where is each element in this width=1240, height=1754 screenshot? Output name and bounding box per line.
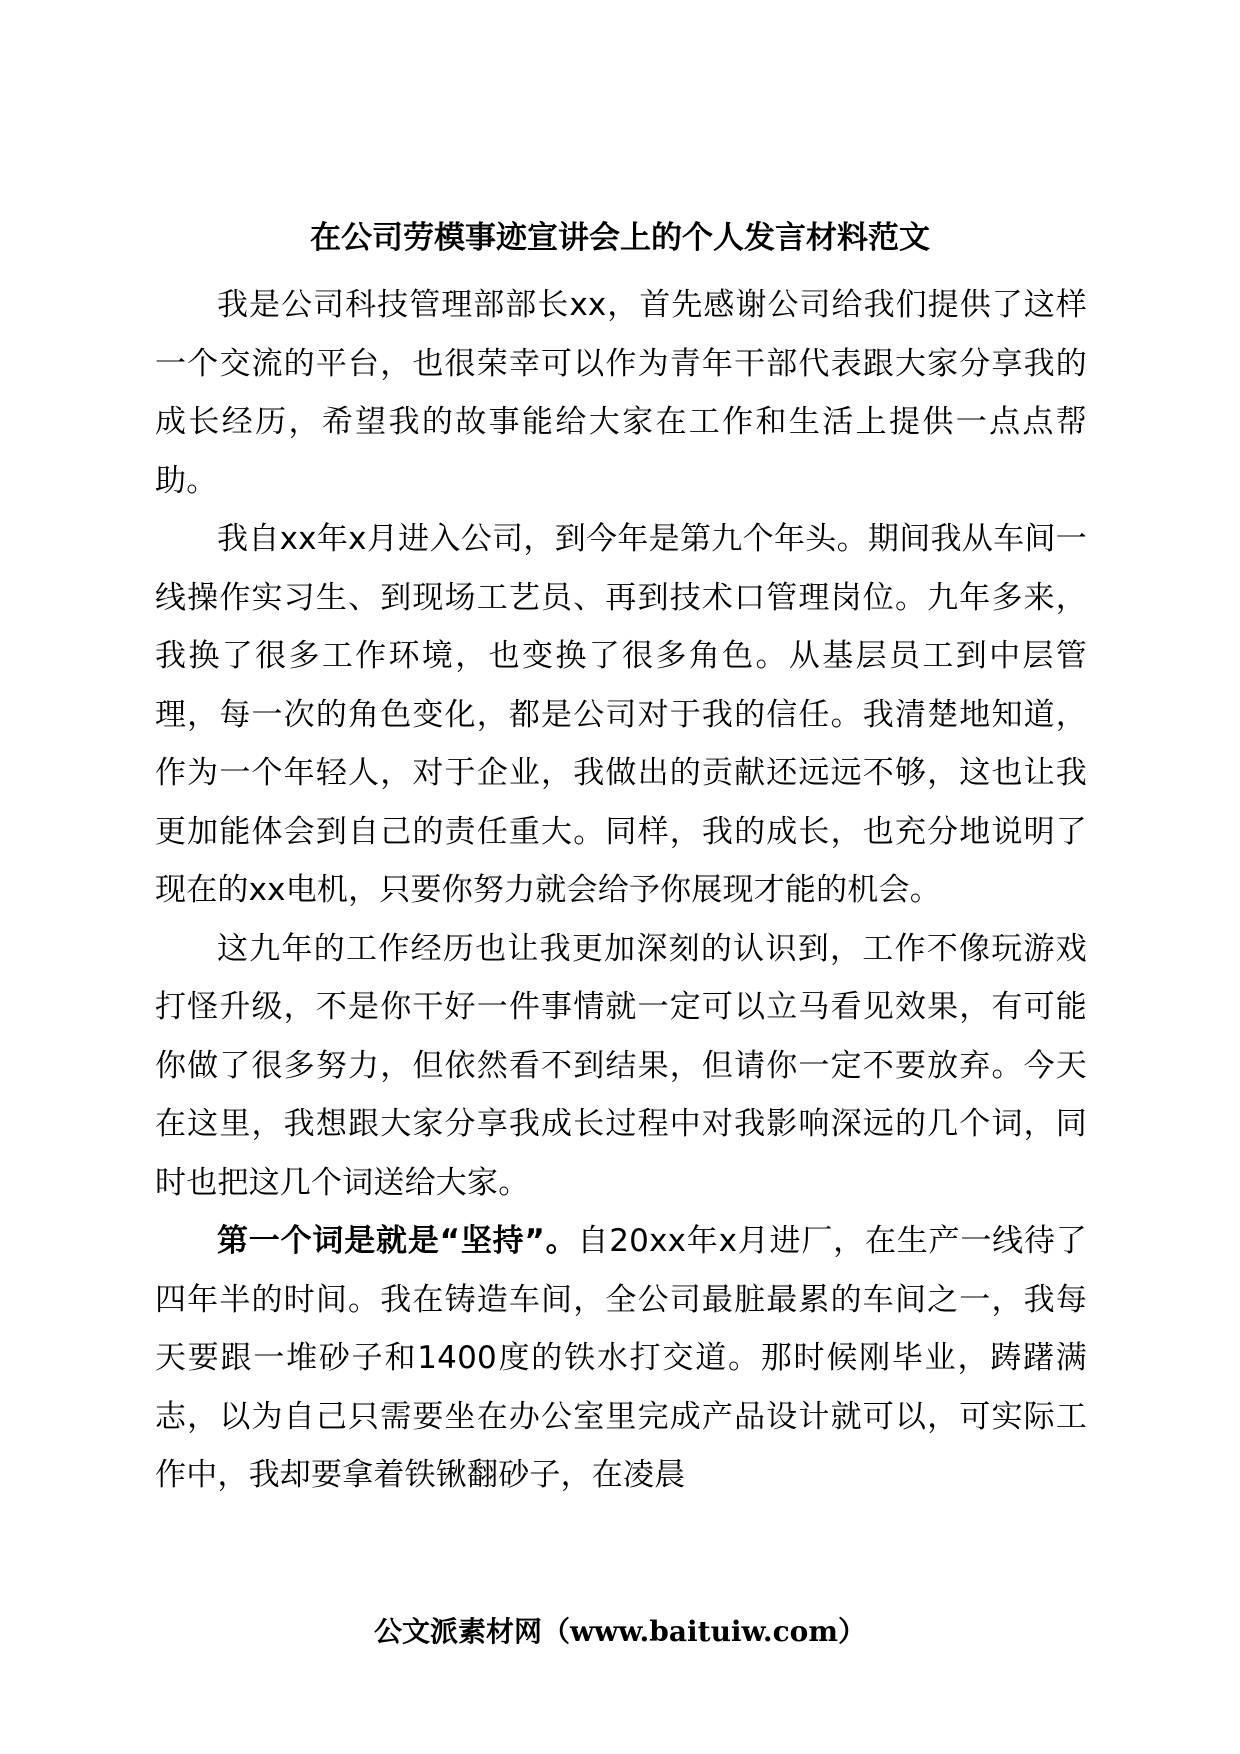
paragraph-persistence [155,1212,1087,1505]
paragraph-text: 自20xx年x月进厂，在生产一线待了四年半的时间。我在铸造车间，全公司最脏最累的车间之一，我每天要跟一堆砂子和1400度的铁水打交道。那时候刚毕业，踌躇满志，以为自己只需要坐在办公室里完成产品设计就可以，可实际工作中，我却要拿着铁锹翻砂子，在凌晨 [155,1223,1087,1493]
paragraph-career [155,510,1087,920]
paragraph-intro [155,276,1087,510]
paragraph-lead-bold: 第一个词是就是“坚持”。 [217,1223,578,1259]
footer-watermark: 公文派素材网（www.baituiw.com） [374,1615,866,1648]
paragraph-text: 我自xx年x月进入公司，到今年是第九个年头。期间我从车间一线操作实习生、到现场工艺员、再到技术口管理岗位。九年多来，我换了很多工作环境，也变换了很多角色。从基层员工到中层管理，每一次的角色变化，都是公司对于我的信任。我清楚地知道，作为一个年轻人，对于企业，我做出的贡献还远远不够，这也让我更加能体会到自己的责任重大。同样，我的成长，也充分地说明了现在的xx电机，只要你努力就会给予你展现才能的机会。 [155,521,1087,908]
document-body [155,276,1087,1505]
document-title: 在公司劳模事迹宣讲会上的个人发言材料范文 [310,220,930,256]
paragraph-text: 我是公司科技管理部部长xx，首先感谢公司给我们提供了这样一个交流的平台，也很荣幸可以作为青年干部代表跟大家分享我的成长经历，希望我的故事能给大家在工作和生活上提供一点点帮助。 [155,287,1087,499]
paragraph-text: 这九年的工作经历也让我更加深刻的认识到，工作不像玩游戏打怪升级，不是你干好一件事情就一定可以立马看见效果，有可能你做了很多努力，但依然看不到结果，但请你一定不要放弃。今天在这里，我想跟大家分享我成长过程中对我影响深远的几个词，同时也把这几个词送给大家。 [155,930,1087,1201]
paragraph-reflection [155,920,1087,1213]
